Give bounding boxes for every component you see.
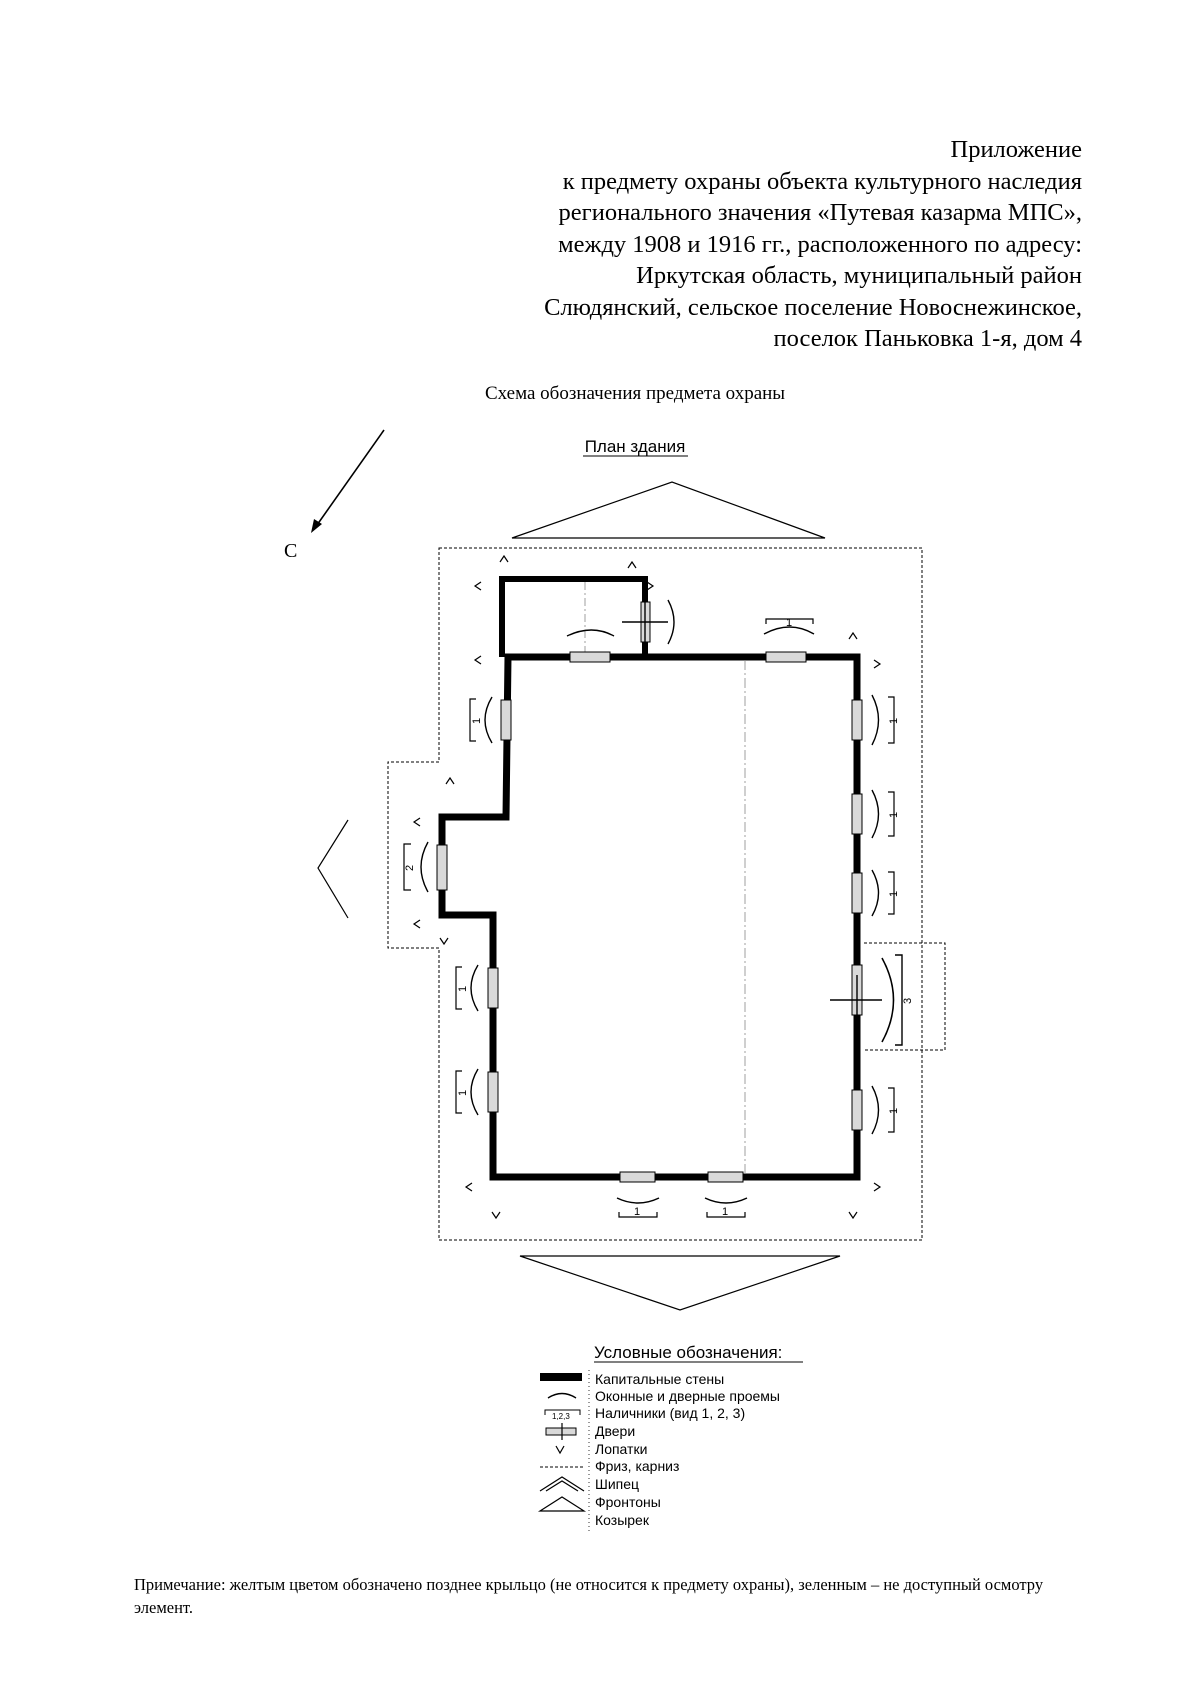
legend-label-openings: Оконные и дверные проемы (595, 1388, 780, 1404)
casing-top-left (567, 630, 614, 636)
casing-label: 1 (888, 717, 900, 724)
header-line: регионального значения «Путевая казарма МПС», (558, 199, 1082, 226)
casing-label: 1 (888, 890, 900, 897)
vestibule-walls (502, 579, 645, 657)
legend-symbols (540, 1370, 589, 1532)
frieze-cornice-outline (388, 548, 922, 1240)
legend-doors-symbol (546, 1423, 576, 1440)
pediment-top (512, 482, 825, 538)
legend-title: Условные обозначения: (594, 1343, 783, 1362)
legend-label-capital-walls: Капитальные стены (595, 1371, 725, 1387)
casing-label: 2 (404, 864, 416, 871)
casing-label: 1 (634, 1206, 641, 1218)
header-line: поселок Паньковка 1-я, дом 4 (773, 325, 1082, 352)
window-openings (437, 652, 862, 1182)
plan-title: План здания (584, 437, 686, 456)
gable-left (318, 820, 348, 918)
legend-openings-symbol (548, 1394, 576, 1399)
casing-label: 3 (902, 997, 914, 1004)
casing-label: 1 (888, 1107, 900, 1114)
north-label: С (284, 540, 298, 562)
legend-labels (595, 1371, 780, 1528)
header-line: к предмету охраны объекта культурного наследия (562, 167, 1082, 195)
casing-label: 1 (888, 811, 900, 818)
legend-label-pilasters: Лопатки (595, 1441, 648, 1457)
casing-label: 1 (457, 1089, 469, 1096)
legend-casings-symbol (545, 1410, 580, 1421)
header-line: Иркутская область, муниципальный район (636, 262, 1082, 289)
legend-label-gable: Шипец (595, 1476, 640, 1492)
legend-pediment-symbol (540, 1497, 584, 1511)
casing-label: 1 (457, 985, 469, 992)
header-line: между 1908 и 1916 гг., расположенного по адресу: (558, 230, 1082, 258)
casing-label: 1 (786, 617, 793, 629)
legend-label-doors: Двери (595, 1423, 636, 1439)
footnote: Примечание: желтым цветом обозначено позднее крыльцо (не относится к предмету охраны), зеленным – не доступный осмотру элемент. (134, 1575, 1044, 1617)
scheme-title: Схема обозначения предмета охраны (484, 383, 786, 404)
svg-text:1,2,3: 1,2,3 (552, 1412, 570, 1421)
door-right (830, 955, 902, 1045)
legend-gable-symbol (540, 1477, 584, 1491)
header-line: Слюдянский, сельское поселение Новоснежинское, (544, 293, 1082, 321)
porch-outline (864, 943, 945, 1050)
door-vestibule (622, 598, 674, 646)
legend-capital-walls-symbol (540, 1373, 582, 1381)
legend-label-casings: Наличники (вид 1, 2, 3) (595, 1405, 746, 1421)
header-line: Приложение (950, 136, 1082, 163)
pediment-bottom (520, 1256, 840, 1310)
legend-label-pediments: Фронтоны (595, 1494, 661, 1510)
casing-label: 1 (471, 717, 483, 724)
legend-pilasters-symbol (556, 1446, 564, 1453)
legend-label-canopy: Козырек (595, 1512, 649, 1528)
north-arrow (311, 430, 384, 533)
legend-label-frieze: Фриз, карниз (595, 1458, 680, 1474)
casing-label: 1 (722, 1206, 729, 1218)
